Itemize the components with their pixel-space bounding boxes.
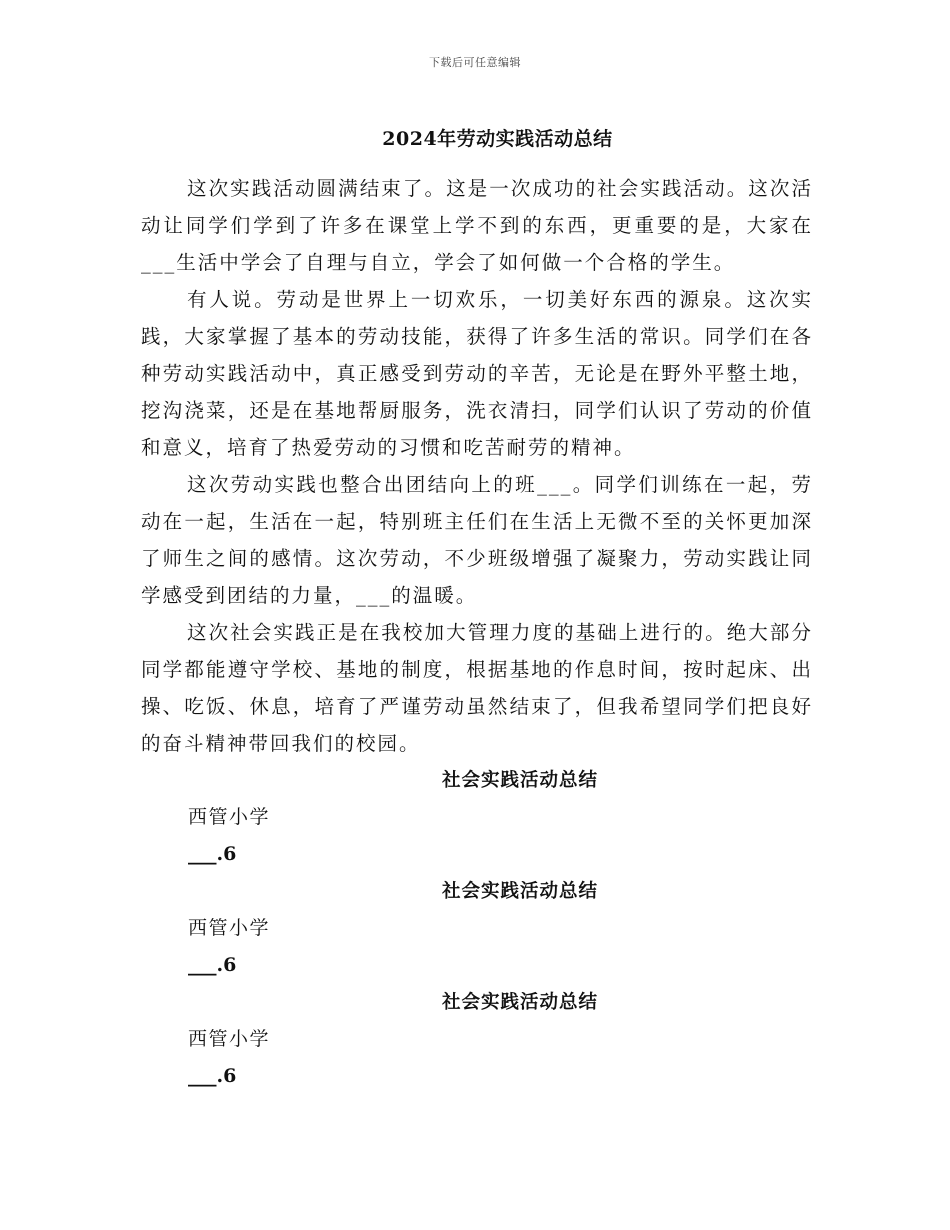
paragraph: 这次劳动实践也整合出团结向上的班___。同学们训练在一起，劳动在一起，生活在一起，特别班主任们在生活上无微不至的关怀更加深了师生之间的感情。这次劳动，不少班级增强了凝聚力，劳动实践让同学感受到团结的力量，___的温暖。 [141,473,813,607]
section-title: 社会实践活动总结 [441,881,598,902]
section-school: 西管小学 [188,1028,271,1050]
section-date: ___.6 [188,1065,237,1087]
document-body [141,170,813,1095]
page-header: 下载后可任意编辑 [429,56,521,69]
section-date: ___.6 [188,843,237,865]
paragraph: 有人说。劳动是世界上一切欢乐，一切美好东西的源泉。这次实践，大家掌握了基本的劳动技能，获得了许多生活的常识。同学们在各种劳动实践活动中，真正感受到劳动的辛苦，无论是在野外平整土地，挖沟浇菜，还是在基地帮厨服务，洗衣清扫，同学们认识了劳动的价值和意义，培育了热爱劳动的习惯和吃苦耐劳的精神。 [141,288,813,459]
section-date: ___.6 [188,954,237,976]
section-title: 社会实践活动总结 [441,770,598,791]
document-title: 2024年劳动实践活动总结 [382,128,613,150]
section-school: 西管小学 [188,917,271,939]
paragraph: 这次实践活动圆满结束了。这是一次成功的社会实践活动。这次活动让同学们学到了许多在课堂上学不到的东西，更重要的是，大家在___生活中学会了自理与自立，学会了如何做一个合格的学生。 [141,177,813,274]
summary-section [141,762,813,873]
summary-section [141,873,813,984]
section-title: 社会实践活动总结 [441,992,598,1013]
section-school: 西管小学 [188,806,271,828]
paragraph: 这次社会实践正是在我校加大管理力度的基础上进行的。绝大部分同学都能遵守学校、基地的制度，根据基地的作息时间，按时起床、出操、吃饭、休息，培育了严谨劳动虽然结束了，但我希望同学们把良好的奋斗精神带回我们的校园。 [141,621,813,755]
summary-section [141,984,813,1095]
